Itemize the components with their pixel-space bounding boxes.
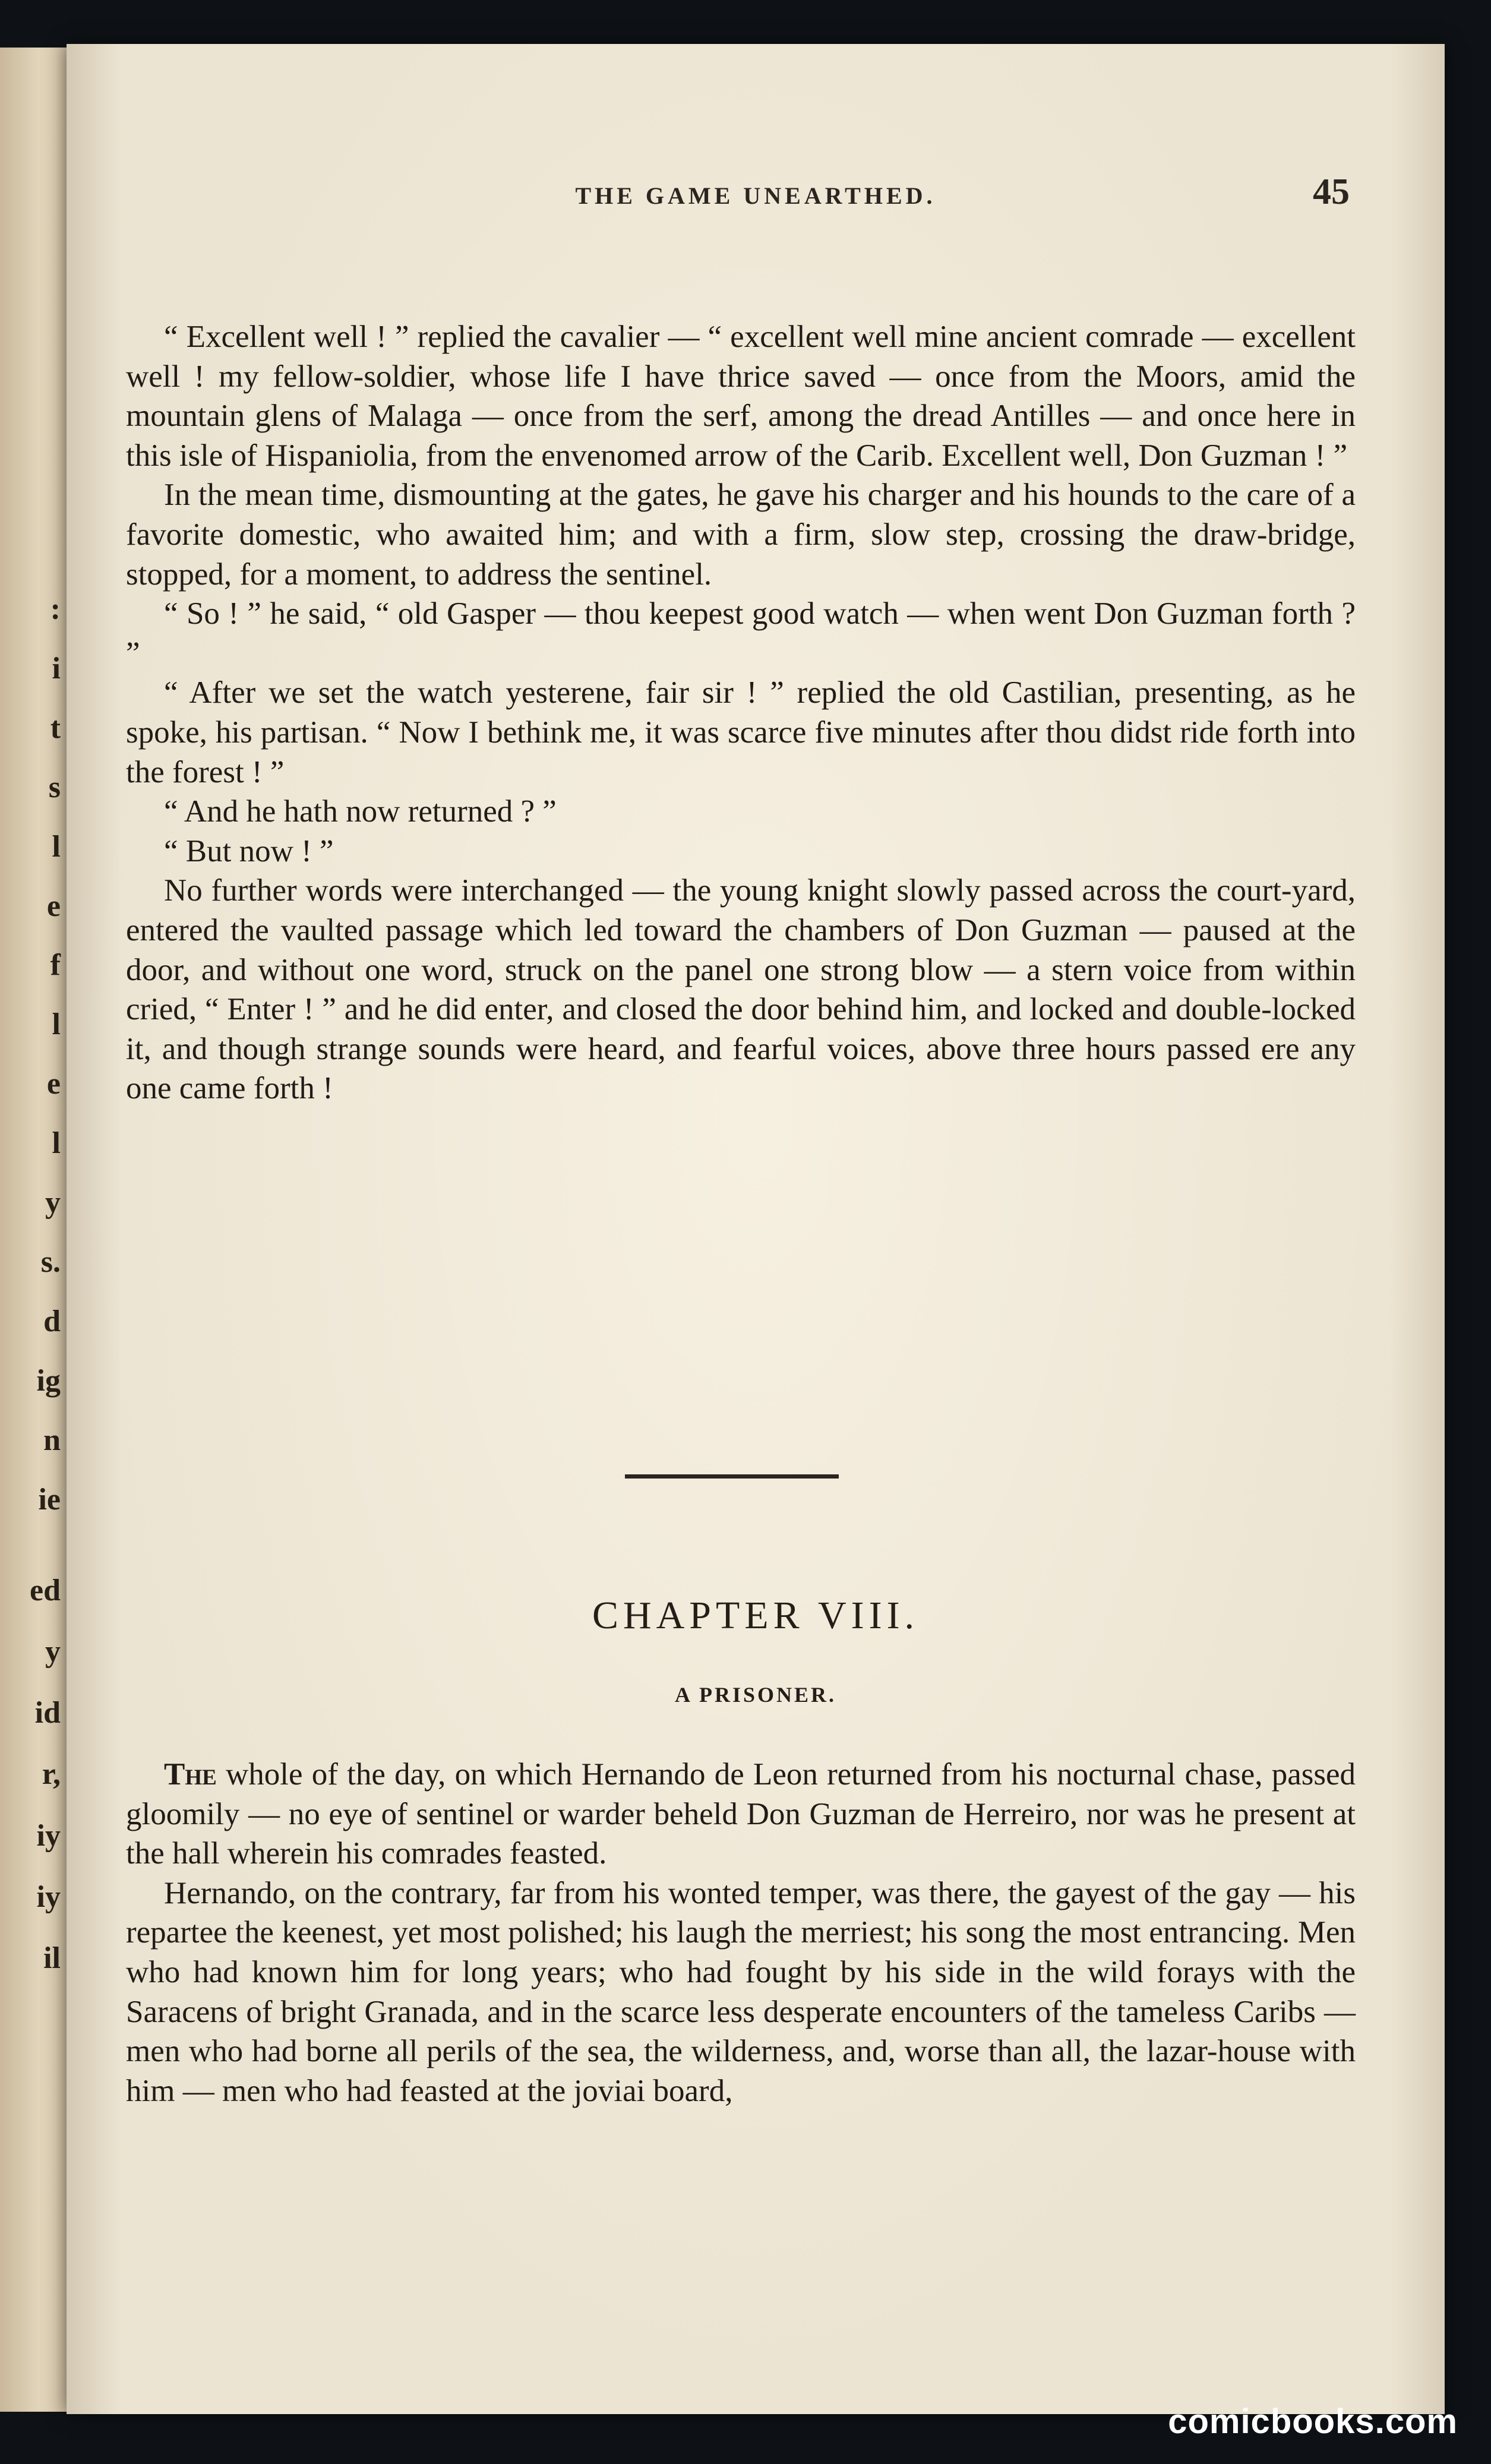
margin-fragment: il (43, 1941, 61, 1976)
margin-fragment: n (43, 1423, 61, 1457)
margin-fragment: l (52, 829, 61, 864)
margin-fragment: y (45, 1634, 61, 1669)
margin-fragment: i (52, 651, 61, 686)
body-text-top (126, 317, 1356, 1108)
paragraph: “ So ! ” he said, “ old Gasper — thou keepest good watch — when went Don Guzman forth ? ” (126, 596, 1356, 671)
drop-word: The (164, 1757, 217, 1792)
running-head (67, 172, 1445, 235)
paragraph: In the mean time, dismounting at the gates, he gave his charger and his hounds to the care of a favorite domestic, who awaited him; and with a firm, slow step, crossing the draw-bridge, stopped, for a moment, to address the sentinel. (126, 478, 1356, 592)
paragraph: No further words were interchanged — the young knight slowly passed across the court-yard, entered the vaulted passage which led toward the chambers of Don Guzman — paused at the door, and without one word, struck on the panel one strong blow — a stern voice from within cried, “ Enter ! ” and he did enter, and closed the door behind him, and locked and double-locked it, and though strange sounds were heard, and fearful voices, above three hours passed ere any one came forth ! (126, 873, 1356, 1106)
adjacent-page-edge (0, 48, 75, 2412)
margin-fragment: ed (30, 1573, 61, 1607)
margin-fragment: y (45, 1186, 61, 1220)
margin-fragment: ig (36, 1363, 61, 1398)
margin-fragment: r, (42, 1757, 61, 1792)
paragraph-text: whole of the day, on which Hernando de Leon returned from his nocturnal chase, passed gloomily — no eye of sentinel or warder beheld Don Guzman de Herreiro, nor was he present at the hall wherein his comrades feasted. (126, 1757, 1356, 1871)
margin-fragment: id (34, 1696, 61, 1730)
margin-fragment: s (48, 770, 61, 804)
paragraph: “ And he hath now returned ? ” (164, 794, 557, 829)
paragraph (126, 1755, 1356, 1874)
watermark: comicbooks.com (1168, 2402, 1458, 2441)
paragraph: Hernando, on the contrary, far from his wonted temper, was there, the gayest of the gay — his repartee the keenest, yet most polished; his laugh the merriest; his song the most entrancing. Men who had known him for long years; who had fought by his side in the wild forays with the Saracens of bright Granada, and in the scarce less desperate encounters of the tameless Caribs — men who had borne all perils of the sea, the wilderness, and, worse than all, the lazar-house with him — men who had feasted at the joviai board, (126, 1875, 1356, 2108)
margin-fragment: e (46, 889, 61, 923)
margin-fragment: f (50, 948, 61, 983)
margin-fragment: s. (40, 1244, 61, 1279)
margin-fragment: e (46, 1067, 61, 1101)
chapter-subtitle: A PRISONER. (674, 1683, 837, 1707)
margin-fragment: : (50, 592, 61, 626)
page-number: 45 (1313, 172, 1350, 212)
margin-fragment: d (43, 1304, 61, 1338)
margin-fragment: t (50, 710, 61, 745)
paragraph: “ Excellent well ! ” replied the cavalier — “ excellent well mine ancient comrade — excellent well ! my fellow-soldier, whose life I have thrice saved — once from the Moors, amid the mountain glens of Malaga — once from the serf, among the dread Antilles — and once here in this isle of Hispaniolia, from the envenomed arrow of the Carib. Excellent well, Don Guzman ! ” (126, 320, 1356, 473)
margin-fragment: iy (36, 1879, 61, 1914)
margin-fragment: iy (36, 1818, 61, 1853)
margin-fragment: ie (38, 1482, 61, 1517)
paragraph: “ After we set the watch yesterene, fair sir ! ” replied the old Castilian, presenting, as he spoke, his partisan. “ Now I bethink me, it was scarce five minutes after thou didst ride forth into the forest ! ” (126, 675, 1356, 789)
chapter-title: CHAPTER VIII. (592, 1594, 920, 1637)
section-divider (625, 1474, 839, 1479)
body-text-bottom (126, 1755, 1356, 2111)
running-title: THE GAME UNEARTHED. (575, 182, 936, 209)
book-page (67, 44, 1445, 2414)
margin-fragment: l (52, 1007, 61, 1042)
paragraph: “ But now ! ” (164, 833, 334, 868)
margin-fragment: l (52, 1126, 61, 1161)
